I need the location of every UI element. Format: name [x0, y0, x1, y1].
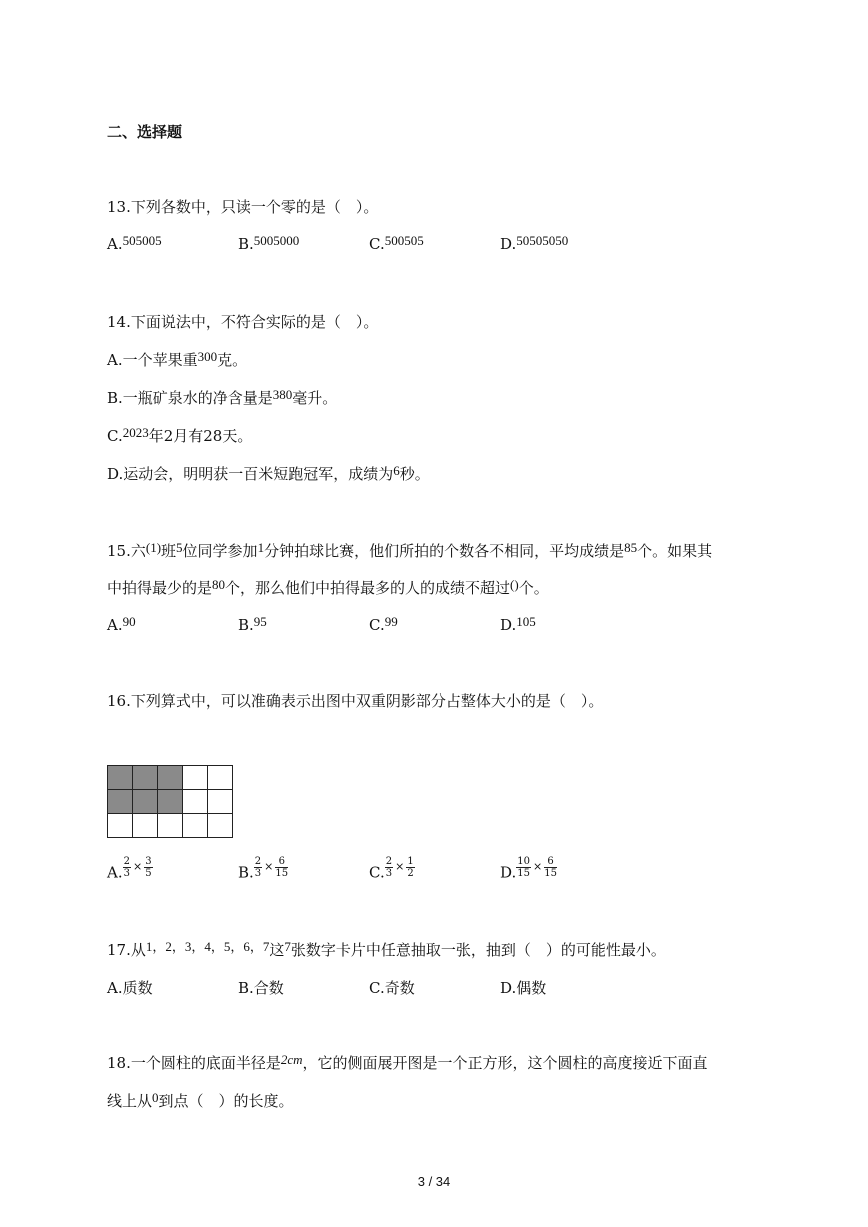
q13-option-c: C.500505 [369, 233, 424, 253]
page-number: 3 / 34 [417, 1174, 451, 1189]
q18-stem-line2: 线上从0到点（ ）的长度。 [107, 1090, 294, 1110]
q16-option-b: B. $\frac{2}{3}$ × $\frac{6}{15}$ [238, 856, 289, 882]
q17-option-a: A.质数 [107, 979, 153, 997]
grid-cell-shaded [158, 766, 183, 790]
grid-cell-shaded [133, 790, 158, 814]
q14-stem: 14.下面说法中，不符合实际的是（ ）。 [107, 313, 379, 331]
q17-stem: 17.从1，2，3，4，5，6，7这7张数字卡片中任意抽取一张，抽到（ ）的可能性最小。 [107, 939, 666, 959]
grid-cell [183, 790, 208, 814]
grid-cell-shaded [108, 790, 133, 814]
grid-row [108, 766, 233, 790]
grid-cell [183, 814, 208, 838]
q15-option-b: B.95 [238, 614, 267, 634]
q17-option-b: B.合数 [238, 979, 284, 997]
q17-option-d: D.偶数 [500, 979, 547, 997]
q15-stem-line1: 15.六(1)班5位同学参加1分钟拍球比赛，他们所拍的个数各不相同，平均成绩是85个。如果其 [107, 540, 713, 560]
q13-stem: 13.下列各数中，只读一个零的是（ ）。 [107, 198, 379, 216]
q15-option-c: C.99 [369, 614, 398, 634]
grid-row [108, 790, 233, 814]
shaded-grid-figure [107, 765, 233, 838]
grid-cell [208, 814, 233, 838]
q16-option-d: D. $\frac{10}{15}$ × $\frac{6}{15}$ [500, 856, 557, 882]
grid-cell-shaded [133, 766, 158, 790]
q14-option-b: B.一瓶矿泉水的净含量是380毫升。 [107, 387, 338, 407]
q16-option-c: C. $\frac{2}{3}$ × $\frac{1}{2}$ [369, 856, 414, 882]
q16-option-a: A. $\frac{2}{3}$ × $\frac{3}{5}$ [107, 856, 152, 882]
grid-cell [208, 766, 233, 790]
q16-stem: 16.下列算式中，可以准确表示出图中双重阴影部分占整体大小的是（ ）。 [107, 692, 604, 710]
q13-option-a: A.505005 [107, 233, 162, 253]
grid-cell [108, 814, 133, 838]
grid-cell [208, 790, 233, 814]
q13-option-d: D.50505050 [500, 233, 569, 253]
q15-option-d: D.105 [500, 614, 536, 634]
q15-stem-line2: 中拍得最少的是80个，那么他们中拍得最多的人的成绩不超过()个。 [107, 577, 549, 597]
grid-cell-shaded [158, 790, 183, 814]
q13-option-b: B.5005000 [238, 233, 300, 253]
grid-cell-shaded [108, 766, 133, 790]
grid-cell [158, 814, 183, 838]
q14-option-d: D.运动会，明明获一百米短跑冠军，成绩为6秒。 [107, 463, 430, 483]
q15-option-a: A.90 [107, 614, 136, 634]
q14-option-a: A.一个苹果重300克。 [107, 349, 248, 369]
q14-option-c: C.2023年2月有28天。 [107, 425, 253, 445]
grid-cell [183, 766, 208, 790]
grid-cell [133, 814, 158, 838]
q17-option-c: C.奇数 [369, 979, 415, 997]
q18-stem-line1: 18.一个圆柱的底面半径是2cm，它的侧面展开图是一个正方形，这个圆柱的高度接近下面直 [107, 1052, 708, 1072]
section-title: 二、选择题 [107, 123, 183, 141]
grid-row [108, 814, 233, 838]
